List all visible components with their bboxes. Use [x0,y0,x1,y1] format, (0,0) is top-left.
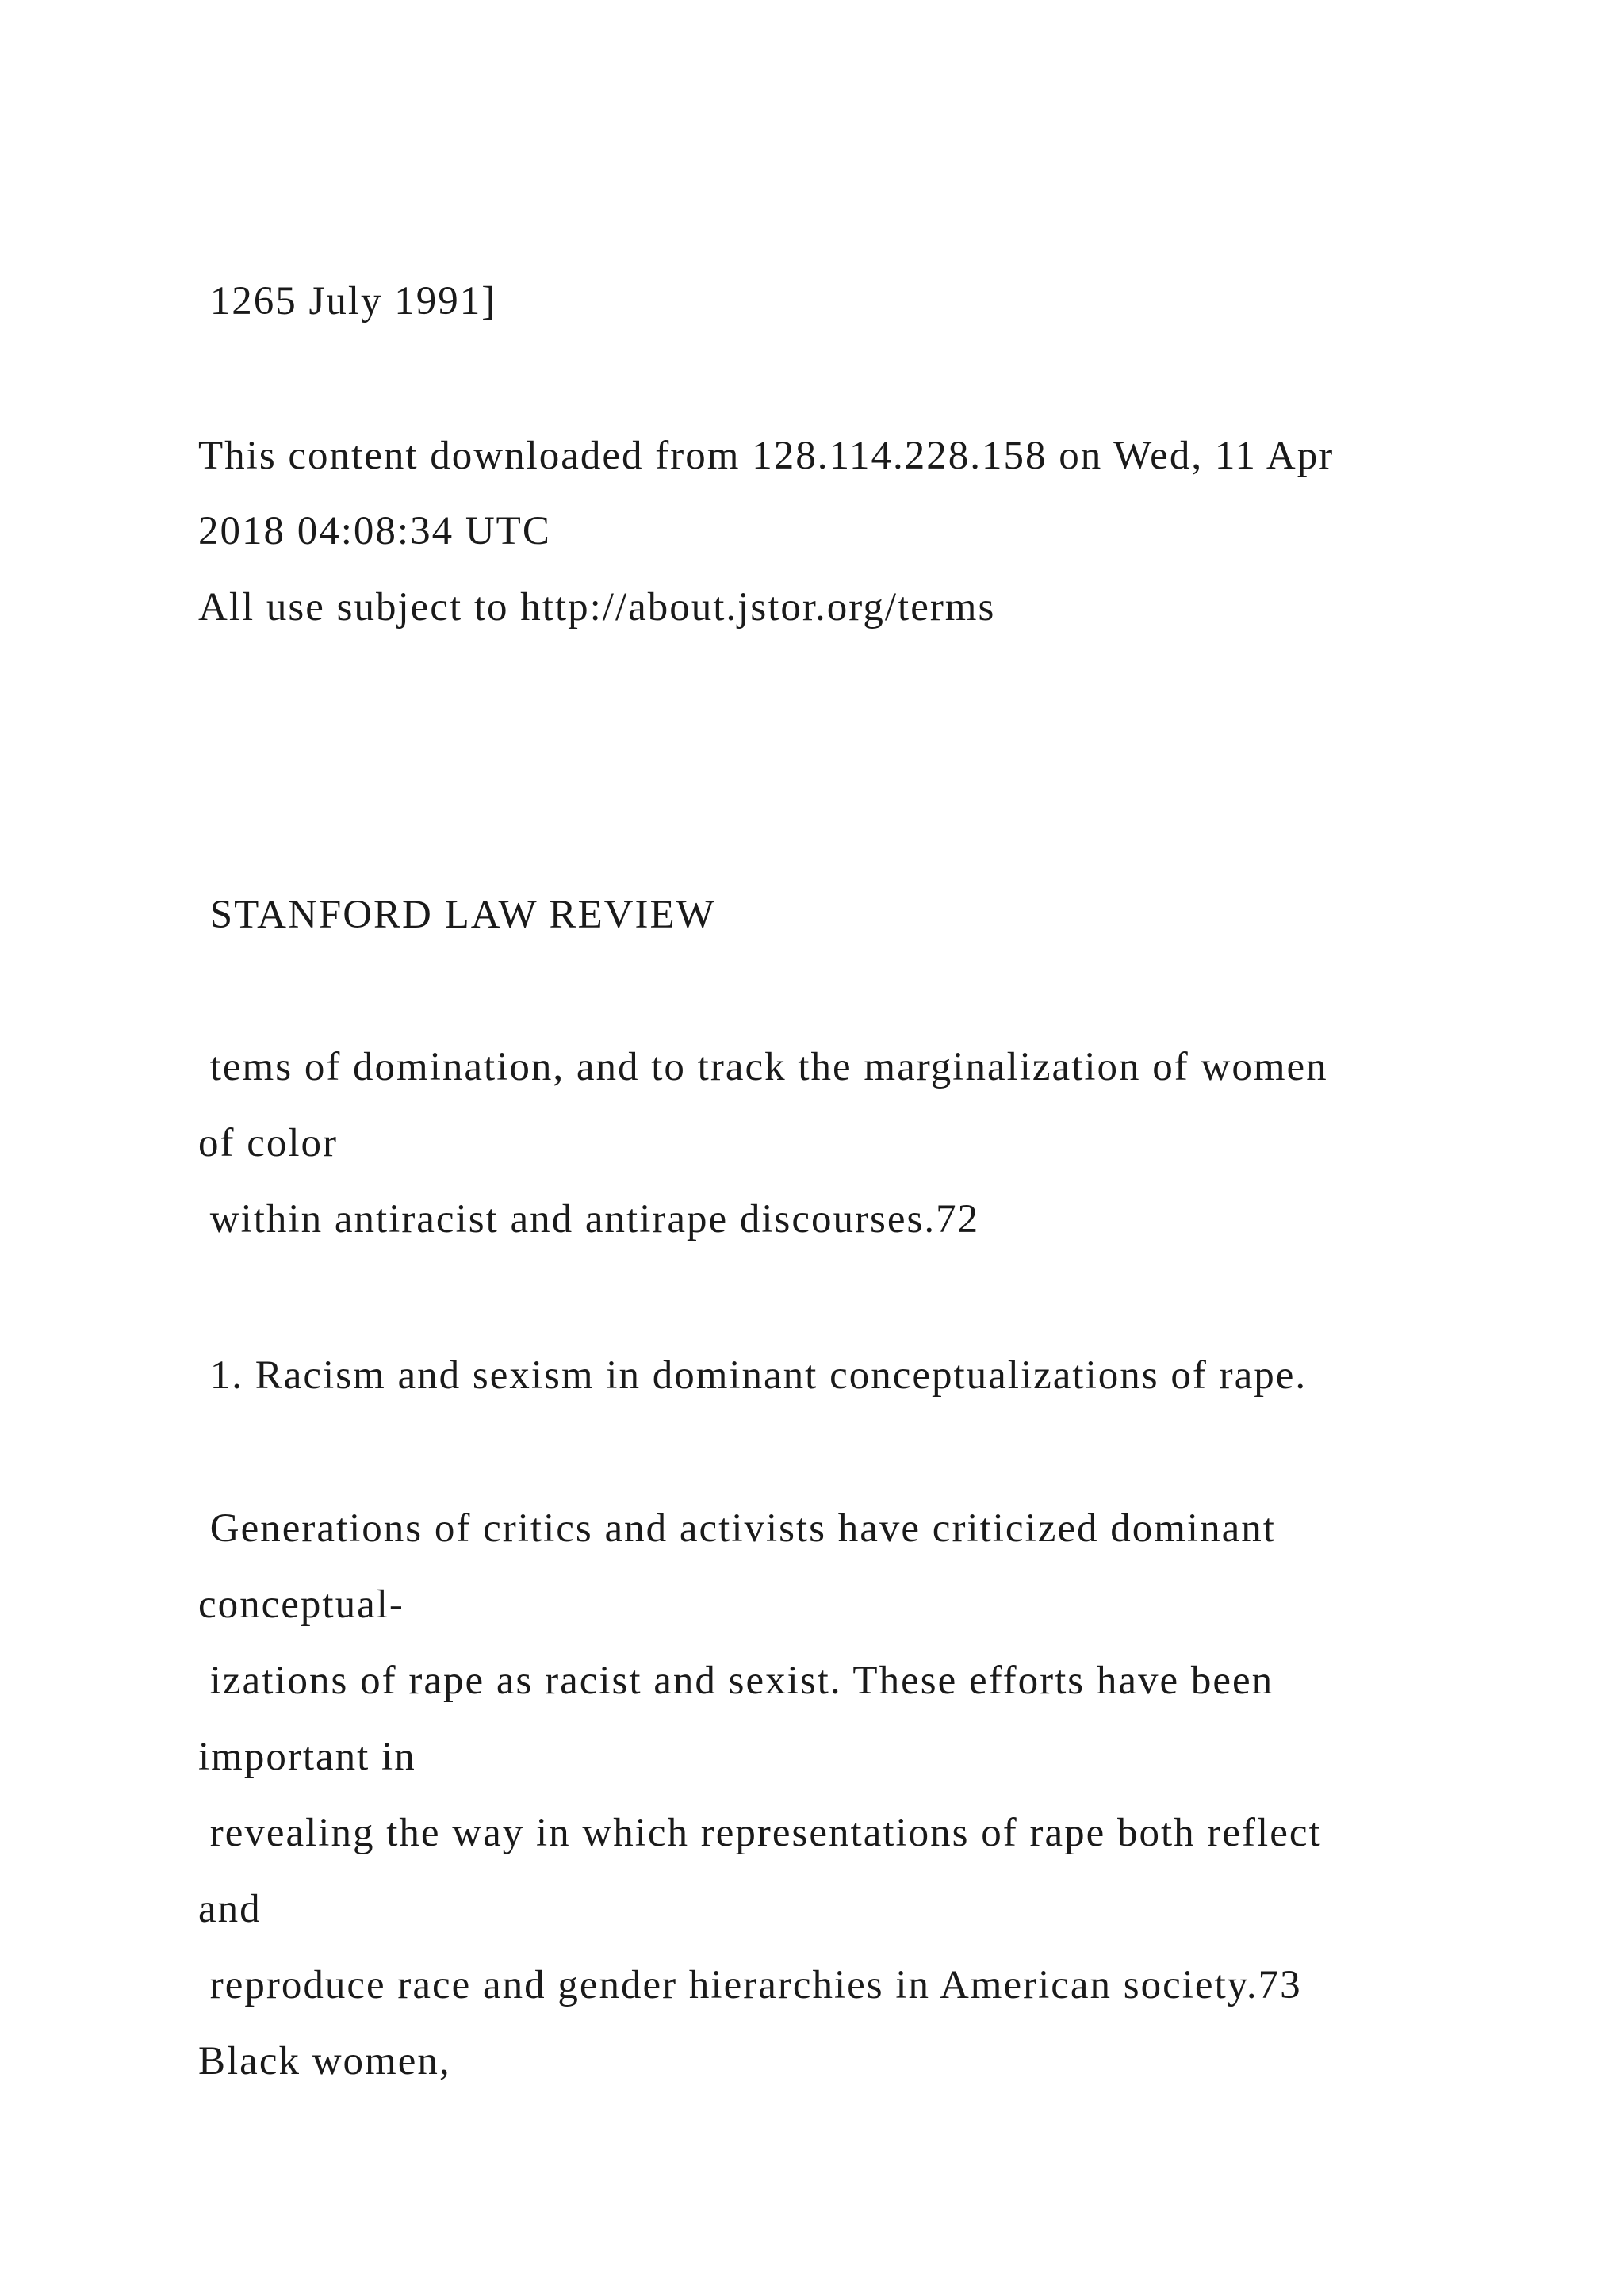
download-notice-line-2: 2018 04:08:34 UTC [198,509,551,553]
download-notice-line-1: This content downloaded from 128.114.228.158 on Wed, 11 Apr [198,434,1335,478]
journal-title: STANFORD LAW REVIEW [198,893,716,937]
body-line: izations of rape as racist and sexist. These efforts have been [198,1659,1274,1703]
body-line: tems of domination, and to track the marginalization of women [198,1045,1328,1089]
page-header-line: 1265 July 1991] [198,279,497,323]
body-line: and [198,1887,262,1931]
section-heading: 1. Racism and sexism in dominant conceptualizations of rape. [198,1353,1308,1398]
body-line: important in [198,1735,416,1779]
body-line: Black women, [198,2039,451,2084]
body-line: reproduce race and gender hierarchies in American society.73 [198,1963,1302,2007]
download-notice-line-3: All use subject to http://about.jstor.org/terms [198,585,996,629]
body-line: Generations of critics and activists have criticized dominant [198,1506,1276,1551]
body-line: conceptual- [198,1582,404,1627]
body-line: revealing the way in which representations of rape both reflect [198,1811,1322,1855]
body-line: of color [198,1121,339,1165]
body-line: within antiracist and antirape discourses.72 [198,1197,980,1242]
